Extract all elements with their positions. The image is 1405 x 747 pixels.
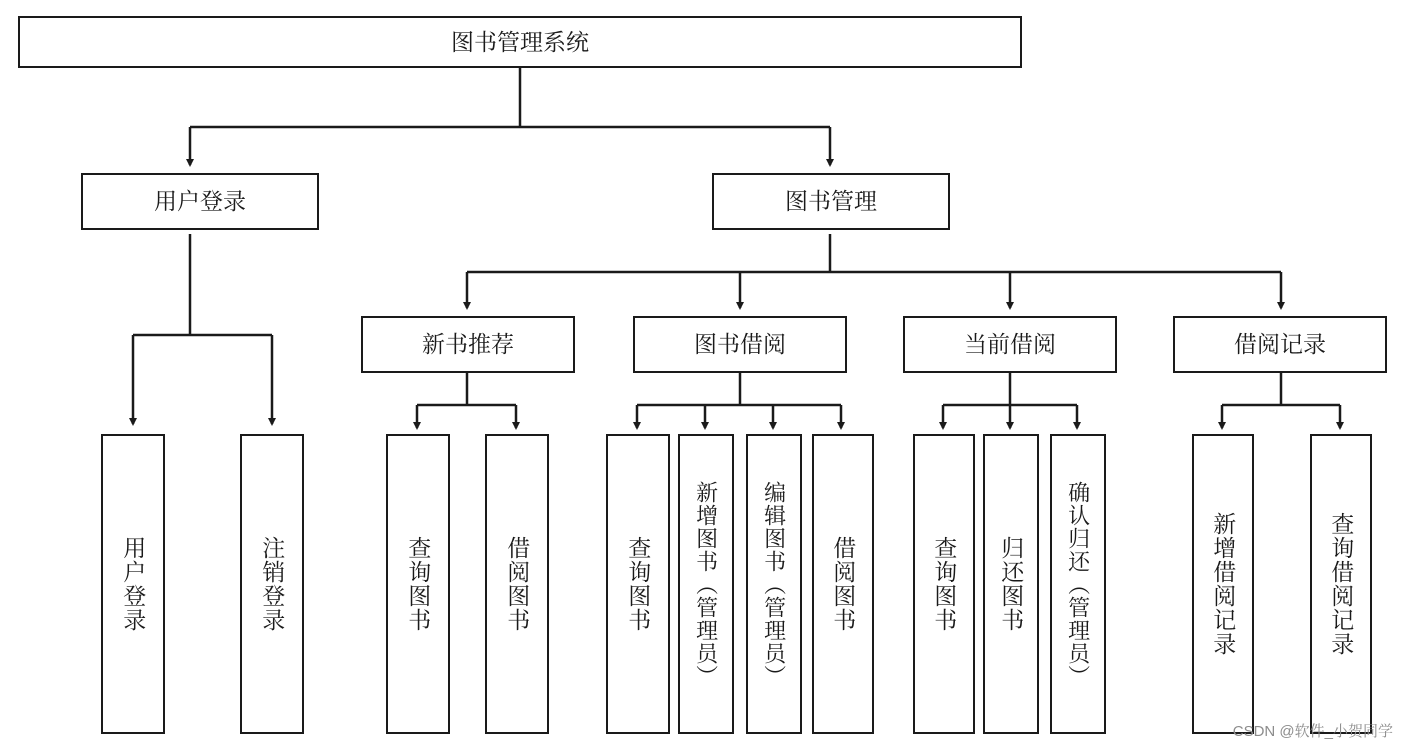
node-cur-return[interactable] [983, 434, 1039, 734]
node-bookmgmt-label: 图书管理 [785, 188, 877, 215]
node-login-label: 用户登录 [154, 188, 246, 215]
node-rec-query-label: 查询图书 [405, 536, 432, 632]
node-login-logout[interactable] [240, 434, 304, 734]
node-borrow[interactable] [633, 316, 847, 373]
node-borrow-label: 图书借阅 [694, 331, 786, 358]
node-record-label: 借阅记录 [1234, 331, 1326, 358]
node-bor-borrow-label: 借阅图书 [830, 536, 857, 632]
watermark: CSDN @软件_小贺同学 [1232, 723, 1393, 740]
node-record[interactable] [1173, 316, 1387, 373]
node-recommend-label: 新书推荐 [422, 331, 514, 358]
node-bor-add-label: 新增图书（管理员） [693, 480, 719, 688]
node-bor-query-label: 查询图书 [625, 536, 652, 632]
node-bor-edit[interactable] [746, 434, 802, 734]
node-rec-search-label: 查询借阅记录 [1328, 512, 1355, 656]
node-rec-borrow-label: 借阅图书 [504, 536, 531, 632]
node-bookmgmt[interactable] [712, 173, 950, 230]
node-cur-return-label: 归还图书 [998, 536, 1025, 632]
node-root-label: 图书管理系统 [451, 28, 589, 55]
node-rec-add-label: 新增借阅记录 [1210, 512, 1237, 656]
node-bor-query[interactable] [606, 434, 670, 734]
node-cur-query-label: 查询图书 [931, 536, 958, 632]
node-rec-add[interactable] [1192, 434, 1254, 734]
node-current-label: 当前借阅 [964, 331, 1056, 358]
node-bor-borrow[interactable] [812, 434, 874, 734]
node-rec-borrow[interactable] [485, 434, 549, 734]
node-login[interactable] [81, 173, 319, 230]
node-cur-confirm-label: 确认归还（管理员） [1065, 480, 1091, 688]
node-current[interactable] [903, 316, 1117, 373]
node-recommend[interactable] [361, 316, 575, 373]
node-bor-add[interactable] [678, 434, 734, 734]
node-login-user-label: 用户登录 [120, 536, 147, 632]
node-login-user[interactable] [101, 434, 165, 734]
node-login-logout-label: 注销登录 [259, 536, 286, 632]
node-cur-query[interactable] [913, 434, 975, 734]
node-rec-search[interactable] [1310, 434, 1372, 734]
node-root[interactable] [18, 16, 1022, 68]
node-bor-edit-label: 编辑图书（管理员） [761, 480, 787, 688]
node-cur-confirm[interactable] [1050, 434, 1106, 734]
node-rec-query[interactable] [386, 434, 450, 734]
